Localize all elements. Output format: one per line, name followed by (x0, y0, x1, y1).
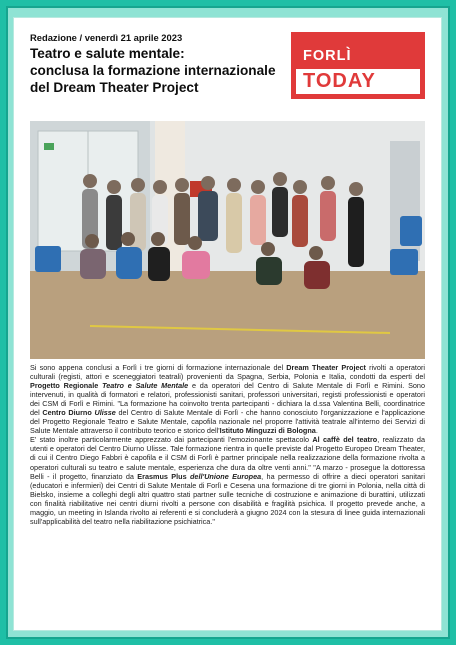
group-photo (30, 121, 425, 359)
text-run: Erasmus Plus (137, 471, 190, 481)
text-run: dell'Unione Europea (189, 471, 262, 481)
text-run: rivolti a operatori culturali (registi, attori e sceneggiatori teatrali) provenienti da Spagna, Serbia, Polonia e Italia, condotti da esperti del (30, 363, 425, 382)
byline: Redazione / venerdì 21 aprile 2023 (30, 32, 183, 43)
text-run: Al caffè del teatro (312, 435, 378, 445)
headline-line: Teatro e salute mentale: (30, 46, 185, 61)
text-run: Teatro e Salute Mentale (102, 381, 189, 391)
article-page (14, 18, 441, 630)
headline (30, 45, 275, 96)
text-run: , ha permesso di offrire a dieci operatori sanitari (educatori e infermieri) dei Centri di Salute Mentale di Forlì e Cesena una formazione di tre giorni in Polonia, nella città di Bielsko, insieme a colleghi degli altri quattro stati partner sulle tecniche di costruzione e animazione di burattini, utilizzati con finalità riabilitative nei centri diurni rivolti a persone con disabilità e fragilità psichica. Il progetto prevede anche, a maggio, un meeting in Islanda rivolto ai referenti e si concluderà a giugno 2024 con la stesura di linee guida internazionali sull'applicabilità del teatro nella riabilitazione psichiatrica." (30, 471, 426, 526)
logo-band (296, 69, 420, 94)
text-run: Ulisse (94, 408, 116, 418)
article-paragraph-2 (30, 435, 425, 525)
forlitoday-logo (291, 32, 425, 99)
text-run: E' stato inoltre particolarmente apprezzato dai partecipanti l'emozionante spettacolo (30, 435, 313, 445)
group-photo-illustration (30, 121, 425, 359)
text-run: e da operatori del Centro di Salute Mentale di Forlì e Rimini. Sono intervenuti, in qualità di formatori e relatori, professionisti sanitari, professori universitari, registi professionisti e operatori dei CSM di Forlì e Rimini. "La formazione ha coinvolto trenta partecipanti - dichiara la d.ssa Valentina Belli, coordinatrice del (30, 381, 425, 418)
headline-line: del Dream Theater Project (30, 80, 199, 95)
text-run: Centro Diurno (42, 408, 95, 418)
article-header (30, 32, 275, 96)
text-run: Si sono appena conclusi a Forlì i tre giorni di formazione internazionale del (30, 363, 287, 372)
text-run: Istituto Minguzzi di Bologna (219, 426, 316, 436)
text-run: Dream Theater Project (286, 363, 366, 372)
article-paragraph-1 (30, 363, 425, 435)
logo-line-1: FORLÌ (303, 48, 352, 64)
headline-line: conclusa la formazione internazionale (30, 63, 276, 78)
text-run: Progetto Regionale (30, 381, 103, 391)
text-run: del Centro di Salute Mentale di Forlì - che hanno conosciuto l'organizzazione e l'applicazione del Progetto Regionale Teatro e Salute Mentale, capofila nazionale nel proporre l'attività teatrale all'interno dei Servizi di Salute Mentale attraverso il contributo teorico e storico dell' (30, 408, 425, 436)
text-run: . (315, 426, 318, 436)
logo-line-2: TODAY (303, 70, 376, 92)
article-body (30, 363, 425, 526)
text-run: , realizzato da utenti e operatori del Centro Diurno Ulisse. Tale formazione rientra in quelle previste dal Progetto Europeo Dream Theater, di cui il Centro Diego Fabbri è capofila e il CSM di Forlì è partner principale nella realizzazione della formazione rivolta a operatori culturali su teatro e salute mentale, esperienza che dura da oltre venti anni." "A marzo - prosegue la dottoressa Belli - il progetto, finanziato da (30, 435, 426, 481)
